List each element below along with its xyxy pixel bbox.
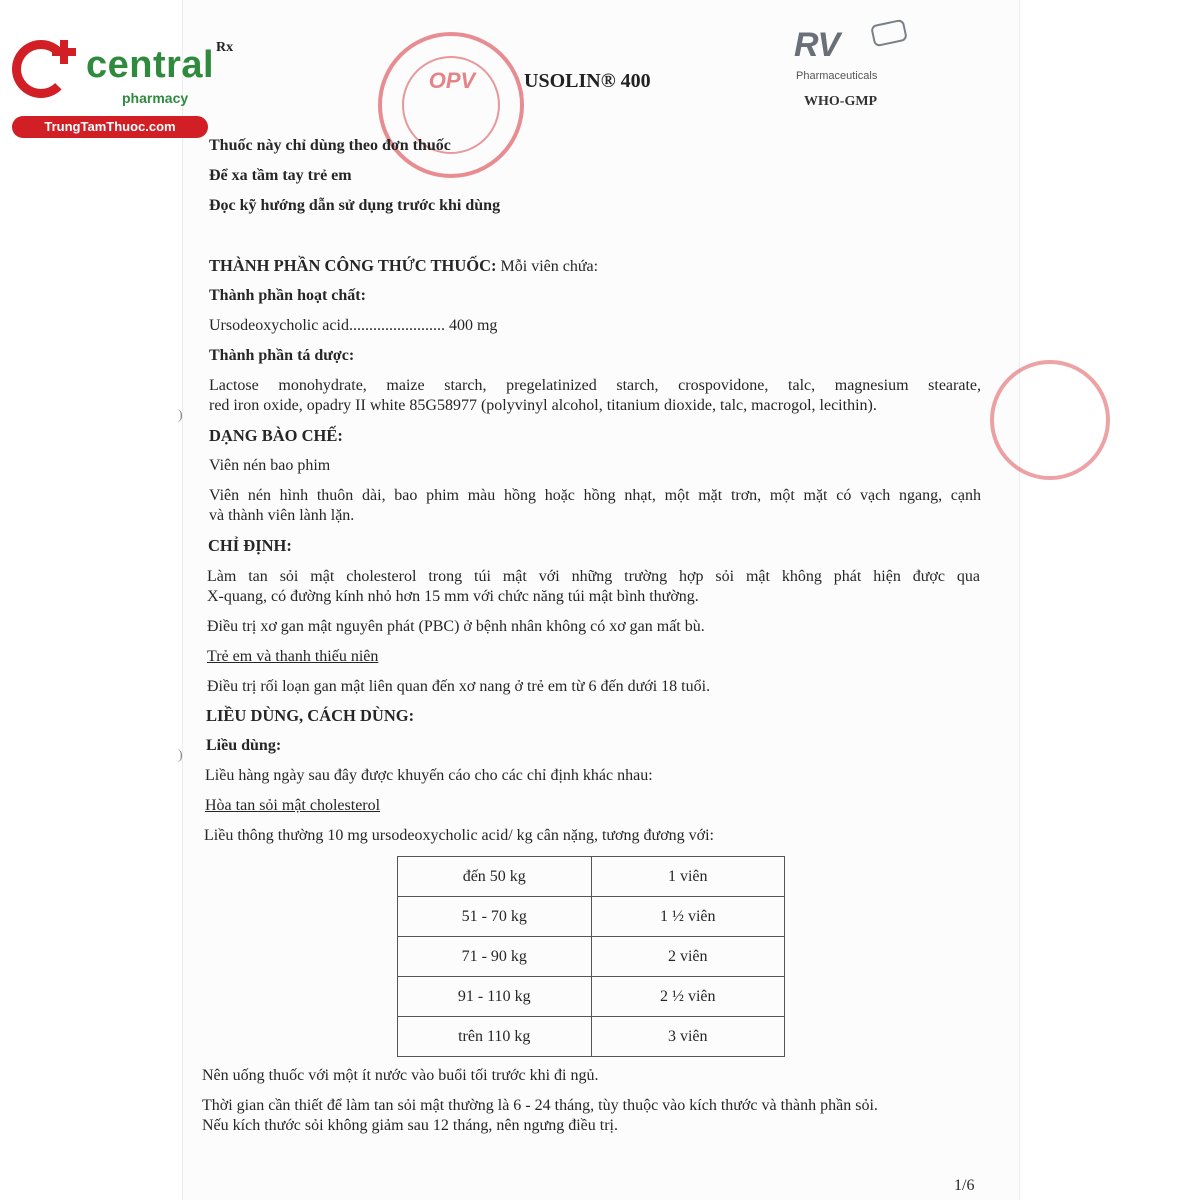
active-heading: Thành phần hoạt chất: xyxy=(209,287,366,304)
composition-heading-tail: Mỗi viên chứa: xyxy=(496,258,599,275)
table-row xyxy=(398,937,785,977)
indication-text: Điều trị xơ gan mật nguyên phát (PBC) ở bệnh nhân không có xơ gan mất bù. xyxy=(207,618,705,635)
warning-line: Đọc kỹ hướng dẫn sử dụng trước khi dùng xyxy=(209,197,501,214)
stamp-text: OPV xyxy=(428,68,476,93)
dosage-form-text: Viên nén hình thuôn dài, bao phim màu hồng hoặc hồng nhạt, một mặt trơn, một mặt có vạch ngang, cạnh xyxy=(209,487,981,504)
edge-stamp xyxy=(990,360,1110,480)
excipient-line: red iron oxide, opadry II white 85G58977 (polyvinyl alcohol, titanium dioxide, talc, macrogol, lecithin). xyxy=(209,397,877,414)
brand-subtitle: pharmacy xyxy=(122,90,189,106)
indications-heading: CHỈ ĐỊNH: xyxy=(208,536,292,555)
warning-line: Thuốc này chỉ dùng theo đơn thuốc xyxy=(209,137,451,154)
punch-mark-icon: ) xyxy=(178,748,183,763)
punch-mark-icon: ) xyxy=(178,408,183,423)
page-number: 1/6 xyxy=(954,1177,975,1194)
site-banner[interactable]: TrungTamThuoc.com xyxy=(12,116,208,138)
dose-cell: 2 viên xyxy=(591,937,785,977)
dosage-note: Thời gian cần thiết để làm tan sỏi mật thường là 6 - 24 tháng, tùy thuộc vào kích thước và thành phần sỏi. xyxy=(202,1097,878,1114)
gmp-label: WHO-GMP xyxy=(804,94,878,109)
gallstone-subheading: Hòa tan sỏi mật cholesterol xyxy=(205,797,381,814)
pediatric-subheading: Trẻ em và thanh thiếu niên xyxy=(207,648,379,665)
product-title: USOLIN® 400 xyxy=(524,70,651,92)
composition-heading: THÀNH PHẦN CÔNG THỨC THUỐC: xyxy=(209,256,497,275)
weight-cell: 51 - 70 kg xyxy=(398,897,592,937)
composition-heading-row xyxy=(209,256,598,277)
weight-cell: 71 - 90 kg xyxy=(398,937,592,977)
dosage-form-text: và thành viên lành lặn. xyxy=(209,507,355,524)
table-row xyxy=(398,857,785,897)
manufacturer-logo: RV xyxy=(794,26,840,64)
dosage-note: Nên uống thuốc với một ít nước vào buổi tối trước khi đi ngủ. xyxy=(202,1067,599,1084)
excipient-line: Lactose monohydrate, maize starch, pregelatinized starch, crospovidone, talc, magnesium stearate, xyxy=(209,377,981,394)
dosage-form-heading: DẠNG BÀO CHẾ: xyxy=(209,426,343,445)
table-row xyxy=(398,1017,785,1057)
indication-text: Điều trị rối loạn gan mật liên quan đến xơ nang ở trẻ em từ 6 đến dưới 18 tuổi. xyxy=(207,678,711,695)
table-row xyxy=(398,977,785,1017)
dose-cell: 1 viên xyxy=(591,857,785,897)
dose-cell: 1 ½ viên xyxy=(591,897,785,937)
manufacturer-subtitle: Pharmaceuticals xyxy=(796,70,878,82)
dose-table xyxy=(397,856,785,1057)
warning-line: Để xa tầm tay trẻ em xyxy=(209,167,352,184)
table-row xyxy=(398,897,785,937)
dosage-form-text: Viên nén bao phim xyxy=(209,457,331,474)
dosage-text: Liều hàng ngày sau đây được khuyến cáo cho các chỉ định khác nhau: xyxy=(205,767,653,784)
weight-cell: 91 - 110 kg xyxy=(398,977,592,1017)
weight-cell: đến 50 kg xyxy=(398,857,592,897)
weight-cell: trên 110 kg xyxy=(398,1017,592,1057)
rx-mark: Rx xyxy=(216,40,234,55)
dose-cell: 3 viên xyxy=(591,1017,785,1057)
dosage-note: Nếu kích thước sỏi không giảm sau 12 tháng, nên ngưng điều trị. xyxy=(202,1117,618,1134)
indication-text: X-quang, có đường kính nhỏ hơn 15 mm với chức năng túi mật bình thường. xyxy=(207,588,699,605)
active-ingredient: Ursodeoxycholic acid........................ 400 mg xyxy=(209,317,498,334)
dosage-heading: LIỀU DÙNG, CÁCH DÙNG: xyxy=(206,706,415,725)
brand-name: central xyxy=(86,44,215,86)
excipient-heading: Thành phần tá dược: xyxy=(209,347,355,364)
dose-subheading: Liều dùng: xyxy=(206,737,282,754)
dosage-text: Liều thông thường 10 mg ursodeoxycholic acid/ kg cân nặng, tương đương với: xyxy=(204,827,714,844)
indication-text: Làm tan sỏi mật cholesterol trong túi mật với những trường hợp sỏi mật không phát hiện được qua xyxy=(207,568,980,585)
dose-cell: 2 ½ viên xyxy=(591,977,785,1017)
medical-cross-icon xyxy=(52,40,76,64)
